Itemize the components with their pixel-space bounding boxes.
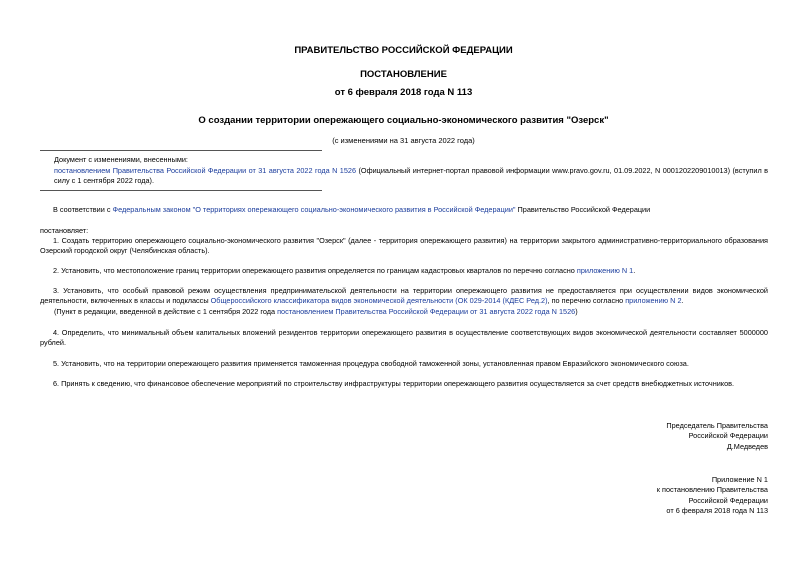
okved-classifier-link[interactable]: Общероссийского классификатора видов экономической деятельности (ОК 029-2014 (КДЕС Ред.2): [210, 296, 548, 306]
edit-note-pre: (Пункт в редакции, введенной в действие с 1 сентября 2022 года: [54, 307, 278, 316]
item-2: [40, 266, 768, 276]
appendix-heading: [657, 475, 768, 516]
item-2-text: 2. Установить, что местоположение границ территории опережающего развития определяется по границам кадастровых кварталов по перечню согласно: [53, 266, 577, 275]
item-4: 4. Определить, что минимальный объем капитальных вложений резидентов территории опережающего развития в осуществление соответствующих видов экономической деятельности составляет 5000000 рублей.: [40, 328, 768, 348]
signature-block: [666, 421, 768, 452]
appendix-country: Российской Федерации: [688, 495, 768, 505]
government-heading: ПРАВИТЕЛЬСТВО РОССИЙСКОЙ ФЕДЕРАЦИИ: [294, 45, 513, 56]
document-type-heading: ПОСТАНОВЛЕНИЕ: [360, 69, 447, 80]
item-6: 6. Принять к сведению, что финансовое обеспечение мероприятий по строительству инфраструктуры территории опережающего развития осуществляется за счет средств внебюджетных источников.: [53, 379, 735, 388]
appendix-number: Приложение N 1: [711, 475, 768, 484]
preamble-pre: В соответствии с: [53, 205, 113, 214]
resolves-text: постановляет:: [40, 226, 89, 235]
edit-note-link[interactable]: постановлением Правительства Российской Федерации от 31 августа 2022 года N 1526: [277, 307, 576, 316]
federal-law-link[interactable]: Федеральным законом "О территориях опережающего социально-экономического развития в Российской Федерации": [112, 205, 516, 214]
signature-country: Российской Федерации: [688, 431, 768, 441]
revision-note: (с изменениями на 31 августа 2022 года): [332, 136, 475, 145]
amendments-top-rule: [40, 150, 322, 151]
appendix-2-link[interactable]: приложению N 2: [625, 296, 682, 306]
amendments-tail: (Официальный интернет-портал правовой информации www.pravo.gov.ru, 01.09.2022, N 0001202209010013) (вступил в силу с 1 сентября 2022 года).: [54, 166, 769, 186]
amendments-bottom-rule: [40, 190, 322, 191]
preamble: [40, 205, 768, 215]
item-3: [40, 286, 768, 306]
amendment-link[interactable]: постановлением Правительства Российской Федерации от 31 августа 2022 года N 1526: [54, 166, 357, 175]
document-title: О создании территории опережающего социально-экономического развития "Озерск": [198, 115, 609, 126]
signature-position: Председатель Правительства: [666, 421, 768, 430]
edit-note-post: ): [575, 307, 578, 316]
item-1: 1. Создать территорию опережающего социально-экономического развития "Озерск" (далее - территория опережающего развития) на территории закрытого административно-территориального образования Озерский городской округ (Челябинская область).: [40, 236, 768, 256]
appendix-1-link[interactable]: приложению N 1: [576, 266, 634, 275]
preamble-post: Правительство Российской Федерации: [515, 205, 651, 214]
appendix-date: от 6 февраля 2018 года N 113: [666, 505, 768, 515]
appendix-ref: к постановлению Правительства: [656, 485, 768, 495]
signature-name: Д.Медведев: [726, 441, 768, 451]
date-number-heading: от 6 февраля 2018 года N 113: [334, 87, 473, 98]
item-3-text: 3. Установить, что особый правовой режим осуществления предпринимательской деятельности на территории опережающего развития не предоставляется при осуществлении видов экономической деятельности, включенных в классы и подклассы: [40, 286, 768, 306]
item-3-mid: , по перечню согласно: [547, 296, 626, 306]
amendments-intro: Документ с изменениями, внесенными:: [54, 155, 188, 164]
item-5: 5. Установить, что на территории опережающего развития применяется таможенная процедура свободной таможенной зоны, установленная правом Евразийского экономического союза.: [53, 359, 689, 368]
amendments-text: [40, 166, 768, 186]
item-3-end: .: [681, 296, 684, 306]
item-2-end: .: [633, 266, 636, 275]
item-3-edit-note: [54, 307, 768, 317]
